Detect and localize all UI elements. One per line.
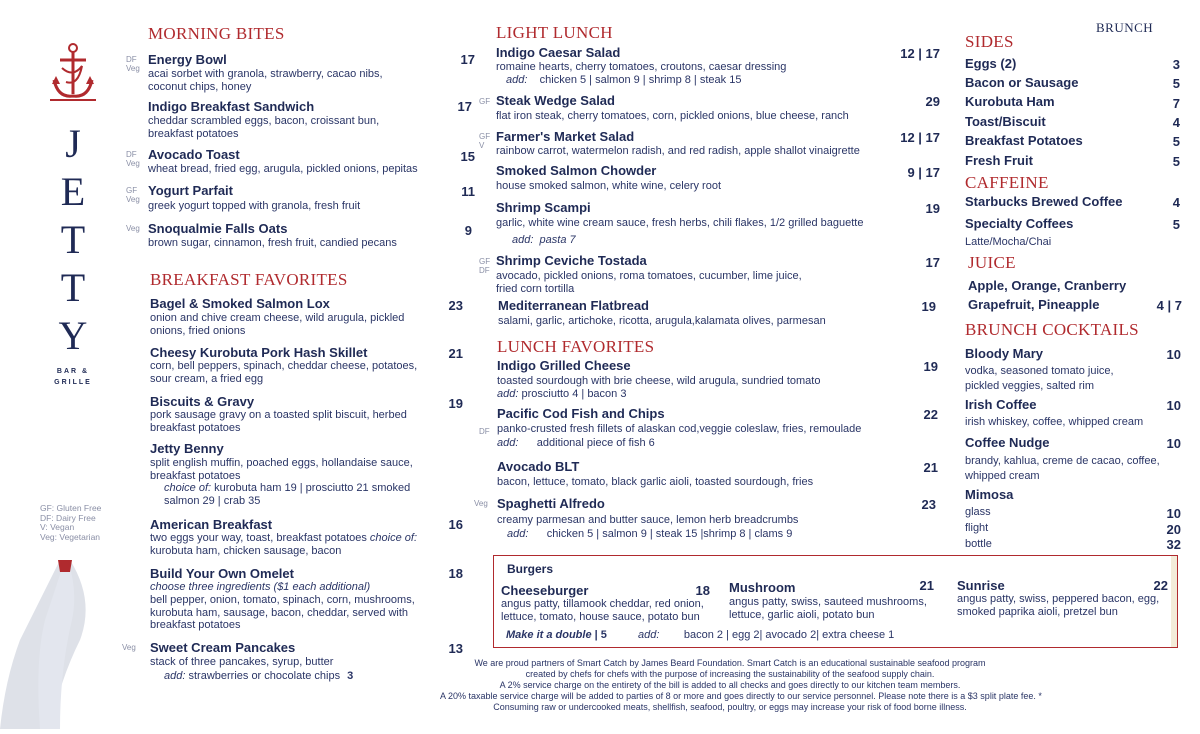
menu-item-name: Mediterranean Flatbread (498, 298, 649, 313)
menu-item-name: Shrimp Scampi (496, 200, 591, 215)
cocktail-name: Irish Coffee (965, 397, 1037, 412)
menu-item-name: Cheesy Kurobuta Pork Hash Skillet (150, 345, 368, 360)
menu-item-name: Build Your Own Omelet (150, 566, 294, 581)
juice-price: 4 | 7 (1156, 298, 1182, 313)
brand-letter: T (60, 217, 86, 262)
menu-item-price: 17 (460, 52, 475, 67)
menu-item-price: 19 (925, 201, 940, 216)
brand-letter: Y (58, 313, 88, 358)
menu-item-desc: rainbow carrot, watermelon radish, and red radish, apple shallot vinaigrette (496, 145, 860, 157)
menu-item-price: 23 (921, 497, 936, 512)
diet-tag: GF DF (479, 257, 491, 275)
drink-name: Starbucks Brewed Coffee (965, 194, 1123, 209)
boat-wake-illustration (0, 560, 125, 729)
menu-item-name: Steak Wedge Salad (496, 93, 615, 108)
menu-item-desc: stack of three pancakes, syrup, butter (150, 656, 334, 668)
menu-item-desc (150, 532, 435, 557)
menu-item-name: Pacific Cod Fish and Chips (497, 406, 665, 421)
menu-item-name: Biscuits & Gravy (150, 394, 255, 409)
menu-item-name: Smoked Salmon Chowder (496, 163, 657, 178)
menu-item-price: 18 (448, 566, 463, 581)
menu-item-add: add: chicken 5 | salmon 9 | shrimp 8 | steak 15 (506, 74, 742, 86)
section-title-breakfast-favorites: BREAKFAST FAVORITES (150, 270, 348, 289)
menu-item-price: 19 (921, 299, 936, 314)
menu-item-desc: brown sugar, cinnamon, fresh fruit, candied pecans (148, 237, 397, 249)
diet-tag: GF (479, 97, 491, 106)
side-price: 4 (1172, 115, 1180, 130)
menu-item-name: Shrimp Ceviche Tostada (496, 253, 647, 268)
cocktail-desc: vodka, seasoned tomato juice, pickled veggies, salted rim (965, 365, 1114, 392)
desc-choice: choice of: (369, 532, 418, 544)
menu-item-name: Bagel & Smoked Salmon Lox (150, 296, 330, 311)
mimosa-size: glass (965, 506, 991, 518)
menu-item-name: Energy Bowl (148, 52, 227, 67)
section-title-caffeine: CAFFEINE (965, 173, 1049, 192)
menu-item-add: add: chicken 5 | salmon 9 | steak 15 |shrimp 8 | clams 9 (507, 528, 793, 540)
menu-item-add: add: pasta 7 (512, 234, 576, 246)
menu-item-desc: split english muffin, poached eggs, hollandaise sauce, breakfast potatoes (150, 457, 413, 482)
section-title-juice: JUICE (968, 253, 1016, 272)
menu-item-desc: cheddar scrambled eggs, bacon, croissant bun, breakfast potatoes (148, 115, 380, 140)
choice-label: choice of: (164, 482, 212, 494)
side-price: 5 (1172, 76, 1180, 91)
juice-line: Apple, Orange, Cranberry (968, 278, 1127, 293)
menu-item-desc: bell pepper, onion, tomato, spinach, corn, mushrooms, kurobuta ham, sausage, bacon, cheddar, served with breakfast potatoes (150, 594, 415, 631)
diet-tag: GF V (479, 132, 491, 150)
brand-sub: BAR & (56, 368, 90, 375)
diet-tag: Veg (474, 499, 488, 508)
burger-price: 22 (1153, 578, 1168, 593)
menu-item-name: Spaghetti Alfredo (497, 496, 605, 511)
menu-item-price: 16 (448, 517, 463, 532)
menu-item-desc: avocado, pickled onions, roma tomatoes, cucumber, lime juice, fried corn tortilla (496, 270, 802, 295)
cocktail-desc: irish whiskey, coffee, whipped cream (965, 416, 1144, 428)
cocktail-desc: brandy, kahlua, creme de cacao, coffee, whipped cream (965, 455, 1160, 482)
anchor-logo-icon (48, 42, 98, 104)
menu-item-desc: toasted sourdough with brie cheese, wild arugula, sundried tomato (497, 375, 821, 387)
menu-item-name: Avocado Toast (148, 147, 240, 162)
menu-item-price: 11 (461, 184, 475, 199)
juice-line: Grapefruit, Pineapple (968, 297, 1100, 312)
menu-item-name: Yogurt Parfait (148, 183, 233, 198)
menu-item-name: Farmer's Market Salad (496, 129, 635, 144)
section-title-lunch-favorites: LUNCH FAVORITES (497, 337, 655, 356)
menu-item-choice (164, 482, 444, 507)
cocktail-price: 10 (1166, 398, 1181, 413)
menu-item-price: 13 (448, 641, 463, 656)
menu-item-name: Jetty Benny (150, 441, 224, 456)
side-price: 3 (1172, 57, 1180, 72)
section-title-brunch-cocktails: BRUNCH COCKTAILS (965, 320, 1139, 339)
diet-tag: GF Veg (126, 186, 140, 204)
mimosa-name: Mimosa (965, 487, 1014, 502)
burgers-box-edge (1171, 556, 1177, 647)
brand-letter: J (65, 121, 81, 166)
burger-name: Sunrise (957, 578, 1005, 593)
brand-letter: T (60, 265, 86, 310)
menu-item-price: 19 (923, 359, 938, 374)
menu-item-desc: salami, garlic, artichoke, ricotta, arugula,kalamata olives, parmesan (498, 315, 826, 327)
menu-item-desc: creamy parmesan and butter sauce, lemon herb breadcrumbs (497, 514, 799, 526)
burger-double: Make it a double | 5 (506, 629, 607, 641)
cocktail-name: Coffee Nudge (965, 435, 1050, 450)
mimosa-size: flight (965, 522, 989, 534)
side-name: Kurobuta Ham (965, 94, 1055, 109)
footer-notes: We are proud partners of Smart Catch by James Beard Foundation. Smart Catch is an educational sustainable seafood program created by chefs for chefs with the purpose of increasing the sustainability of the seafood supply chain. A 2% service charge on the entirety of the bill is added to all checks and goes directly to our kitchen team members. A 20% taxable service charge will be added to parties of 8 or more and goes directly to our service personnel. Please note there is a $3 split plate fee. * Consuming raw or undercooked meats, shellfish, seafood, poultry, or eggs may increase your risk of food borne illness. (440, 658, 1042, 712)
menu-item-price: 9 (464, 223, 472, 238)
section-title-light-lunch: LIGHT LUNCH (496, 23, 613, 42)
menu-item-name: Indigo Caesar Salad (496, 45, 621, 60)
section-title-sides: SIDES (965, 32, 1014, 51)
menu-item-name: American Breakfast (150, 517, 273, 532)
menu-item-price: 9 | 17 (907, 165, 940, 180)
menu-item-price: 17 (925, 255, 940, 270)
menu-item-price: 22 (923, 407, 938, 422)
brand-sub: GRILLE (54, 379, 92, 386)
burger-desc: angus patty, swiss, peppered bacon, egg, smoked paprika aioli, pretzel bun (957, 593, 1160, 618)
menu-item-desc: greek yogurt topped with granola, fresh fruit (148, 200, 361, 212)
menu-item-price: 17 (457, 99, 472, 114)
menu-item-price: 23 (448, 298, 463, 313)
burger-price: 18 (695, 583, 710, 598)
menu-item-desc: wheat bread, fried egg, arugula, pickled onions, pepitas (148, 163, 418, 175)
menu-item-desc: onion and chive cream cheese, wild arugula, pickled onions, fried onions (150, 312, 405, 337)
brand-letter: E (60, 169, 86, 214)
side-name: Breakfast Potatoes (965, 133, 1083, 148)
menu-item-desc: flat iron steak, cherry tomatoes, corn, pickled onions, blue cheese, ranch (496, 110, 849, 122)
side-price: 5 (1172, 134, 1180, 149)
side-name: Bacon or Sausage (965, 75, 1079, 90)
menu-item-note: choose three ingredients ($1 each additional) (150, 581, 371, 593)
menu-item-name: Indigo Grilled Cheese (497, 358, 631, 373)
diet-tag: DF Veg (126, 55, 140, 73)
diet-tag: Veg (126, 224, 140, 233)
page-label: BRUNCH (1096, 20, 1154, 35)
menu-item-desc: romaine hearts, cherry tomatoes, croutons, caesar dressing (496, 61, 787, 73)
burger-add: add: bacon 2 | egg 2| avocado 2| extra cheese 1 (638, 629, 895, 641)
side-name: Toast/Biscuit (965, 114, 1046, 129)
diet-tag: DF (479, 427, 490, 436)
drink-desc: Latte/Mocha/Chai (965, 236, 1052, 248)
drink-price: 5 (1172, 217, 1180, 232)
diet-legend: GF: Gluten Free DF: Dairy Free V: Vegan Veg: Vegetarian (40, 503, 102, 542)
menu-item-price: 12 | 17 (900, 130, 940, 145)
menu-item-desc: corn, bell peppers, spinach, cheddar cheese, potatoes, sour cream, a fried egg (150, 360, 418, 385)
burger-desc: angus patty, tillamook cheddar, red onion, lettuce, tomato, house sauce, potato bun (501, 598, 704, 623)
side-price: 7 (1172, 96, 1180, 111)
burgers-title: Burgers (507, 562, 554, 576)
burger-name: Mushroom (729, 580, 796, 595)
burger-desc: angus patty, swiss, sauteed mushrooms, lettuce, garlic aioli, potato bun (729, 596, 927, 621)
menu-item-price: 19 (448, 396, 463, 411)
menu-item-desc: house smoked salmon, white wine, celery root (496, 180, 721, 192)
cocktail-price: 10 (1166, 347, 1181, 362)
side-name: Eggs (2) (965, 56, 1017, 71)
menu-item-name: Avocado BLT (497, 459, 580, 474)
burger-price: 21 (919, 578, 934, 593)
choice-text: kurobuta ham 19 | prosciutto 21 smoked salmon 29 | crab 35 (164, 482, 411, 507)
menu-item-name: Sweet Cream Pancakes (150, 640, 296, 655)
diet-tag: Veg (122, 643, 136, 652)
menu-item-name: Snoqualmie Falls Oats (148, 221, 288, 236)
menu-item-name: Indigo Breakfast Sandwich (148, 99, 315, 114)
menu-item-price: 29 (925, 94, 940, 109)
menu-item-add: add: prosciutto 4 | bacon 3 (497, 388, 627, 400)
burger-name: Cheeseburger (501, 583, 589, 598)
diet-tag: DF Veg (126, 150, 140, 168)
drink-price: 4 (1172, 195, 1180, 210)
desc-part: two eggs your way, toast, breakfast potatoes (150, 532, 367, 544)
cocktail-name: Bloody Mary (965, 346, 1044, 361)
menu-item-desc: garlic, white wine cream sauce, fresh herbs, chili flakes, 1/2 grilled baguette (496, 217, 864, 229)
mimosa-size: bottle (965, 538, 992, 550)
drink-name: Specialty Coffees (965, 216, 1074, 231)
side-name: Fresh Fruit (965, 153, 1033, 168)
menu-item-desc: panko-crusted fresh fillets of alaskan cod,veggie coleslaw, fries, remoulade (497, 423, 862, 435)
menu-item-add: add: strawberries or chocolate chips 3 (164, 670, 354, 682)
menu-item-desc: pork sausage gravy on a toasted split biscuit, herbed breakfast potatoes (150, 409, 407, 434)
menu-item-price: 12 | 17 (900, 46, 940, 61)
menu-item-price: 21 (448, 346, 463, 361)
mimosa-price: 10 (1166, 506, 1181, 521)
menu-item-add: add: additional piece of fish 6 (497, 437, 655, 449)
menu-item-price: 21 (923, 460, 938, 475)
section-title-morning-bites: MORNING BITES (148, 24, 285, 43)
desc-part: kurobuta ham, chicken sausage, bacon (150, 544, 342, 557)
mimosa-price: 32 (1166, 537, 1181, 552)
side-price: 5 (1172, 154, 1180, 169)
menu-item-desc: acai sorbet with granola, strawberry, cacao nibs, coconut chips, honey (148, 68, 383, 93)
menu-item-price: 15 (460, 149, 475, 164)
cocktail-price: 10 (1166, 436, 1181, 451)
mimosa-price: 20 (1166, 522, 1181, 537)
menu-item-desc: bacon, lettuce, tomato, black garlic aioli, toasted sourdough, fries (497, 476, 814, 488)
